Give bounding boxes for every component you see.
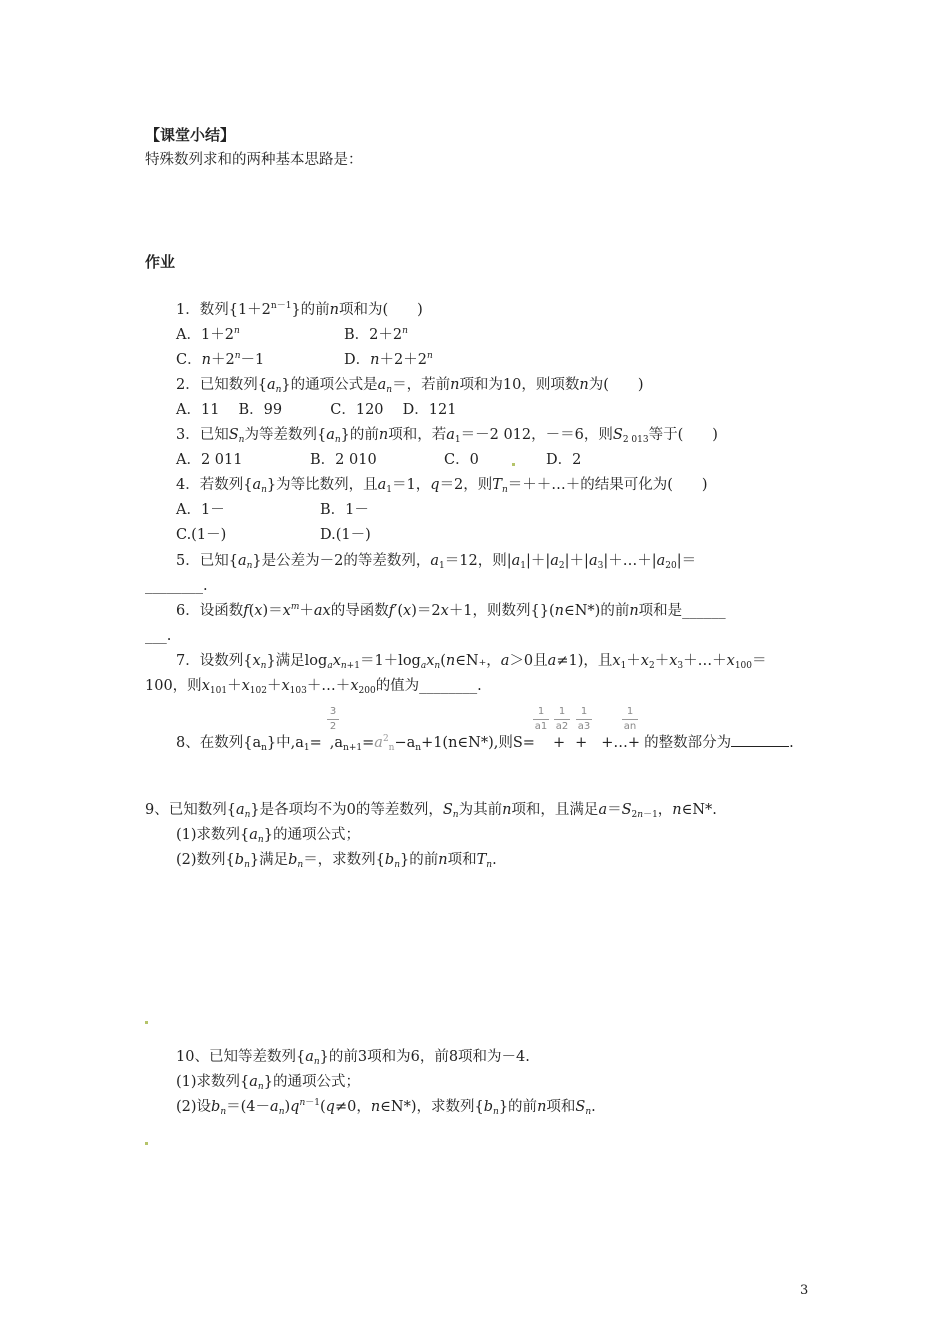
q6-blank: ___.	[145, 628, 172, 644]
q8-frac-1: 1 a1	[534, 706, 548, 732]
q6-stem: 6．设函数$f(x)=x^m+ax$的导函数f′(x)＝2x＋1，则数列{}(n∈N*)的前n项和是______	[176, 602, 726, 619]
q10-part1: (1)求数列$\{a_n\}$的通项公式；	[176, 1074, 360, 1092]
q4-stem: 4．若数列$\{a_n\}$为等比数列，且$a_1=1$，q＝2，则$T_n=++\dots+$的结果可化为( )	[176, 477, 708, 495]
q1-option-a: A．$1+2^n$	[176, 326, 240, 343]
q8-frac-2: 1 a2	[555, 706, 569, 732]
summary-heading: 【课堂小结】	[145, 126, 236, 144]
page-number: 3	[800, 1283, 809, 1298]
stray-dot	[145, 1021, 148, 1024]
q3-option-c: C．0	[444, 452, 479, 468]
q5-blank: ________.	[145, 578, 208, 594]
q3-option-b: B．2 010	[310, 452, 377, 468]
q4-option-d: D.(1－)	[320, 527, 371, 543]
q10-part2: (2)设$b_n=(4-a_n)q^{n-1}(q\ne 0$，n∈N*)，求数列$\{b_n\}$的前n项和$S_n$.	[176, 1098, 596, 1117]
stray-dot	[512, 463, 515, 466]
q1-option-d: D．$n+2+2^n$	[344, 351, 433, 368]
q4-option-b: B．1－	[320, 502, 369, 518]
q2-options: A．11 B．99 C．120 D．121	[176, 402, 457, 418]
q3-stem: 3．已知$S_n$为等差数列$\{a_n\}$的前n项和，若$a_1=-2$ 012，－＝6，则$S_{2 013}$等于( )	[176, 427, 718, 445]
q3-option-d: D．2	[546, 452, 582, 468]
q9-part2: (2)数列$\{b_n\}$满足$b_n=$，求数列$\{b_n\}$的前n项和$T_n$.	[176, 852, 497, 870]
q1-stem: 1．数列$\{1+2^{n-1}\}$的前n项和为( )	[176, 301, 423, 318]
q8-frac-n: 1 an	[623, 706, 637, 732]
q3-option-a: A．2 011	[176, 452, 243, 468]
q8-frac-3: 1 a3	[577, 706, 591, 732]
q9-stem: 9、已知数列$\{a_n\}$是各项均不为0的等差数列，$S_n$为其前n项和，且满足$a=S_{2n-1}$，n∈N*.	[145, 802, 717, 820]
q8-stem: 8、在数列$\{a_n\}$中$,a_1=$ $,a_{n+1}=a^2_n-a_n+1(n\in N*)$,则S= + + +…+ 的整数部分为 .	[176, 734, 794, 753]
q8-frac-a1: 3 2	[327, 706, 339, 733]
q2-stem: 2．已知数列$\{a_n\}$的通项公式是$a_n=$，若前n项和为10，则项数n为( )	[176, 377, 644, 395]
q10-stem: 10、已知等差数列$\{a_n\}$的前3项和为6，前8项和为－4.	[176, 1049, 530, 1067]
q4-option-a: A．1－	[176, 502, 225, 518]
q7-stem: 7．设数列$\{x_n\}$满足$\log_ax_{n+1}=1+\log_ax_n(n\in N_+$，a＞0且a≠1)，且$x_1+x_2+x_3+\dots+x_{100}=$	[176, 653, 767, 671]
stray-dot	[145, 1142, 148, 1145]
q1-option-b: B．$2+2^n$	[344, 326, 408, 343]
q7-line2: 100，则$x_{101}+x_{102}+x_{103}+\dots+x_{200}$的值为________.	[145, 678, 482, 696]
q9-part1: (1)求数列$\{a_n\}$的通项公式；	[176, 827, 360, 845]
homework-heading: 作业	[145, 253, 176, 271]
summary-text: 特殊数列求和的两种基本思路是：	[145, 152, 363, 168]
q1-option-c: C．$n+2^n-1$	[176, 351, 265, 368]
q4-option-c: C.(1－)	[176, 527, 227, 543]
q5-stem: 5．已知$\{a_n\}$是公差为－2的等差数列，$a_1=12$，则$|a_1|+|a_2|+|a_3|+\dots+|a_{20}|=$	[176, 553, 697, 571]
